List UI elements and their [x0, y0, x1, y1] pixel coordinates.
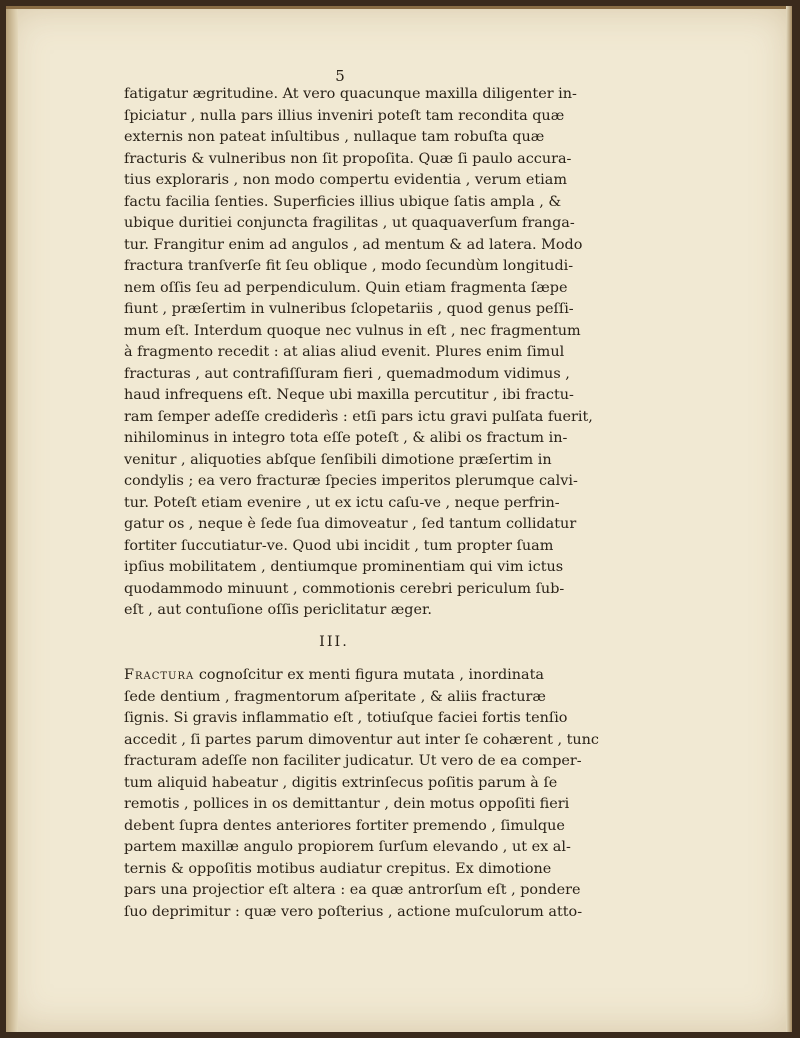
section-heading: III.	[319, 633, 349, 650]
page-number: 5	[335, 67, 345, 85]
paragraph-line: externis non pateat inſultibus , nullaque tam robuſta quæ	[124, 129, 545, 145]
paragraph-line: mum eſt. Interdum quoque nec vulnus in eſt , nec fragmentum	[124, 322, 581, 339]
paragraph-line: ram ſemper adeſſe crediderìs : etſi pars ictu gravi pulſata fuerit,	[124, 408, 593, 425]
paragraph-line: haud infrequens eſt. Neque ubi maxilla percutitur , ibi fractu-	[124, 387, 574, 403]
page-right-edge	[786, 6, 792, 1032]
paragraph-line: debent ſupra dentes anteriores fortiter premendo , ſimulque	[124, 817, 565, 834]
paragraph-line: venitur , aliquoties abſque ſenſibili dimotione præſertim in	[124, 451, 552, 468]
paragraph-line: fracturis & vulneribus non ſit propoſita. Quæ ſi paulo accura-	[124, 150, 572, 167]
paragraph-line: ſuo deprimitur : quæ vero poſterius , actione muſculorum atto-	[124, 903, 583, 920]
paragraph-line: pars una projectior eſt altera : ea quæ antrorſum eſt , pondere	[124, 882, 581, 898]
paragraph-line: à fragmento recedit : at alias aliud evenit. Plures enim ſimul	[124, 344, 565, 360]
paragraph-line: fracturam adeſſe non faciliter judicatur. Ut vero de ea comper-	[124, 753, 582, 769]
paragraph-line: fractura tranſverſe fit ſeu oblique , modo ſecundùm longitudi-	[124, 258, 574, 274]
paragraph-line: ſignis. Si gravis inflammatio eſt , totiuſque faciei fortis tenſio	[124, 710, 568, 726]
paragraph-line: tius exploraris , non modo compertu evidentia , verum etiam	[124, 172, 567, 188]
paragraph-line: fatigatur ægritudine. At vero quacunque maxilla diligenter in-	[124, 86, 577, 102]
paragraph-line: condylis ; ea vero fracturæ ſpecies imperitos plerumque calvi-	[124, 473, 578, 489]
paragraph-line: gatur os , neque è ſede ſua dimoveatur , ſed tantum collidatur	[124, 516, 577, 532]
paragraph-line: fiunt , præſertim in vulneribus ſclopetariis , quod genus peſſi-	[124, 301, 574, 317]
page-top-edge	[6, 6, 792, 9]
page-binding-edge	[6, 6, 18, 1032]
paragraph-line: tum aliquid habeatur , digitis extrinſecus poſitis parum à ſe	[124, 774, 558, 791]
paragraph-line: nem oſſis ſeu ad perpendiculum. Quin etiam fragmenta ſæpe	[124, 279, 568, 296]
paragraph-1	[124, 84, 593, 622]
paragraph-line: tur. Frangitur enim ad angulos , ad mentum & ad latera. Modo	[124, 236, 583, 253]
paragraph-line: factu facilia ſenties. Superficies illius ubique ſatis ampla , &	[124, 193, 562, 210]
page-text	[124, 67, 599, 923]
paragraph-line: fracturas , aut contrafiſſuram fieri , quemadmodum vidimus ,	[124, 365, 570, 382]
paragraph-2	[124, 665, 599, 923]
paragraph-line: ubique duritiei conjuncta fragilitas , ut quaquaverſum franga-	[124, 215, 575, 231]
paragraph-line	[124, 665, 544, 687]
paragraph-line: ternis & oppoſitis motibus audiatur crepitus. Ex dimotione	[124, 860, 552, 877]
paragraph-line: remotis , pollices in os demittantur , dein motus oppoſiti fieri	[124, 796, 570, 812]
paragraph-line: ſpiciatur , nulla pars illius inveniri poteſt tam recondita quæ	[124, 107, 565, 124]
paragraph-line: accedit , ſi partes parum dimoventur aut inter ſe cohærent , tunc	[124, 731, 599, 748]
paragraph-line: ſede dentium , fragmentorum aſperitate , & aliis fracturæ	[124, 688, 546, 705]
paragraph-line: nihilominus in integro tota eſſe poteſt , & alibi os fractum in-	[124, 430, 568, 446]
paragraph-line-text: cognoſcitur ex menti figura mutata , inordinata	[194, 667, 544, 683]
paragraph-line: fortiter ſuccutiatur-ve. Quod ubi incidit , tum propter ſuam	[124, 537, 554, 554]
paragraph-line: eſt , aut contuſione oſſis periclitatur æger.	[124, 602, 432, 618]
fractura-lead: Fractura	[124, 667, 195, 683]
paragraph-line: tur. Poteſt etiam evenire , ut ex ictu caſu-ve , neque perfrin-	[124, 494, 560, 511]
paragraph-line: ipſius mobilitatem , dentiumque prominentiam qui vim ictus	[124, 559, 564, 575]
paragraph-line: partem maxillæ angulo propiorem ſurſum elevando , ut ex al-	[124, 839, 571, 855]
paragraph-line: quodammodo minuunt , commotionis cerebri periculum ſub-	[124, 580, 565, 597]
